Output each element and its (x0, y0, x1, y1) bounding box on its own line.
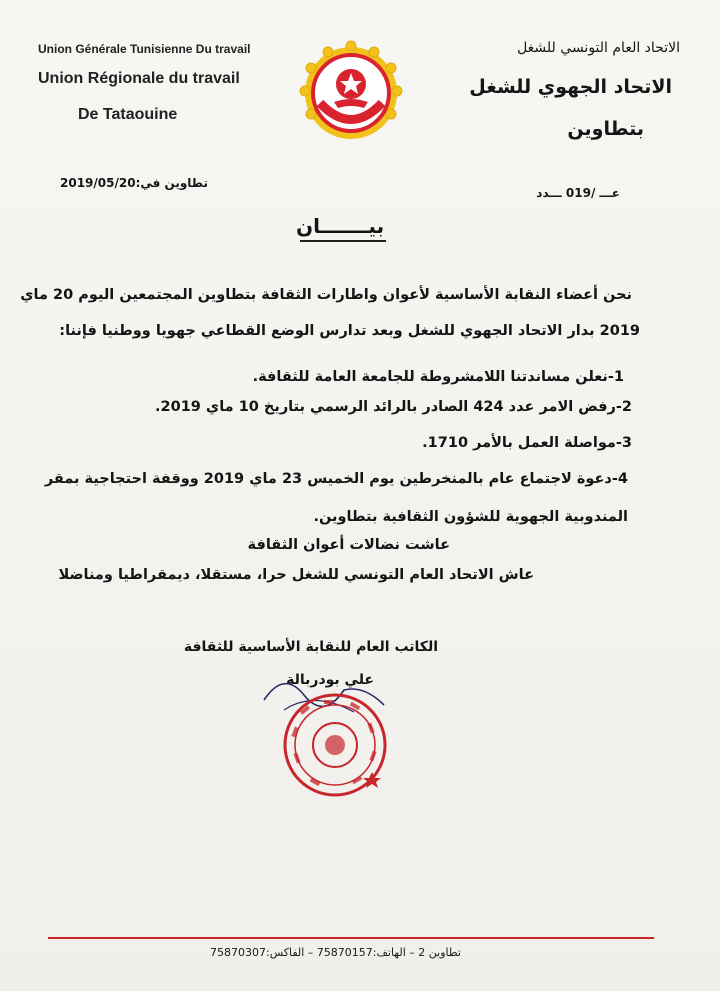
header-french-line1: Union Générale Tunisienne Du travail (38, 42, 251, 56)
document-title: بيـــــــان (296, 214, 385, 238)
header-arabic-line2: الاتحاد الجهوي للشغل (469, 76, 672, 98)
footer-contact: تطاوين 2 – الهاتف:75870157 – الفاكس:75870307 (210, 946, 461, 959)
official-stamp (280, 690, 390, 800)
closing-slogan-2: عاش الاتحاد العام التونسي للشغل حرا، مستقلا، ديمقراطيا ومناضلا (58, 567, 534, 583)
header-french-line2: Union Régionale du travail (38, 70, 240, 87)
resolution-item-3: 3-مواصلة العمل بالأمر 1710. (422, 435, 632, 451)
signatory-title: الكاتب العام للنقابة الأساسية للثقافة (183, 639, 438, 655)
header-arabic-line3: بتطاوين (567, 118, 644, 140)
ugtt-logo (296, 40, 406, 146)
title-underline (300, 240, 386, 242)
header-arabic-line1: الاتحاد العام التونسي للشغل (517, 40, 680, 56)
resolution-item-2: 2-رفض الامر عدد 424 الصادر بالرائد الرسمي بتاريخ 10 ماي 2019. (155, 399, 632, 415)
signatory-name: علي بودربالة (286, 672, 374, 688)
intro-line-1: نحن أعضاء النقابة الأساسية لأعوان واطارات الثقافة بتطاوين المجتمعين اليوم 20 ماي (20, 287, 632, 303)
resolution-item-4: 4-دعوة لاجتماع عام بالمنخرطين يوم الخميس 23 ماي 2019 ووقفة احتجاجية بمقر (44, 471, 628, 487)
closing-slogan-1: عاشت نضالات أعوان الثقافة (247, 537, 450, 553)
document-date: تطاوين في:2019/05/20 (60, 176, 209, 190)
reference-number: عـــ /019 ـــدد (536, 186, 620, 200)
resolution-item-4-continued: المندوبية الجهوية للشؤون الثقافية بتطاوين. (313, 509, 628, 525)
resolution-item-1: 1-نعلن مساندتنا اللامشروطة للجامعة العامة للثقافة. (252, 369, 624, 385)
footer-divider (48, 937, 654, 939)
intro-line-2: 2019 بدار الاتحاد الجهوي للشغل وبعد تدارس الوضع القطاعي جهويا ووطنيا فإننا: (59, 323, 640, 339)
header-french-line3: De Tataouine (78, 106, 178, 123)
